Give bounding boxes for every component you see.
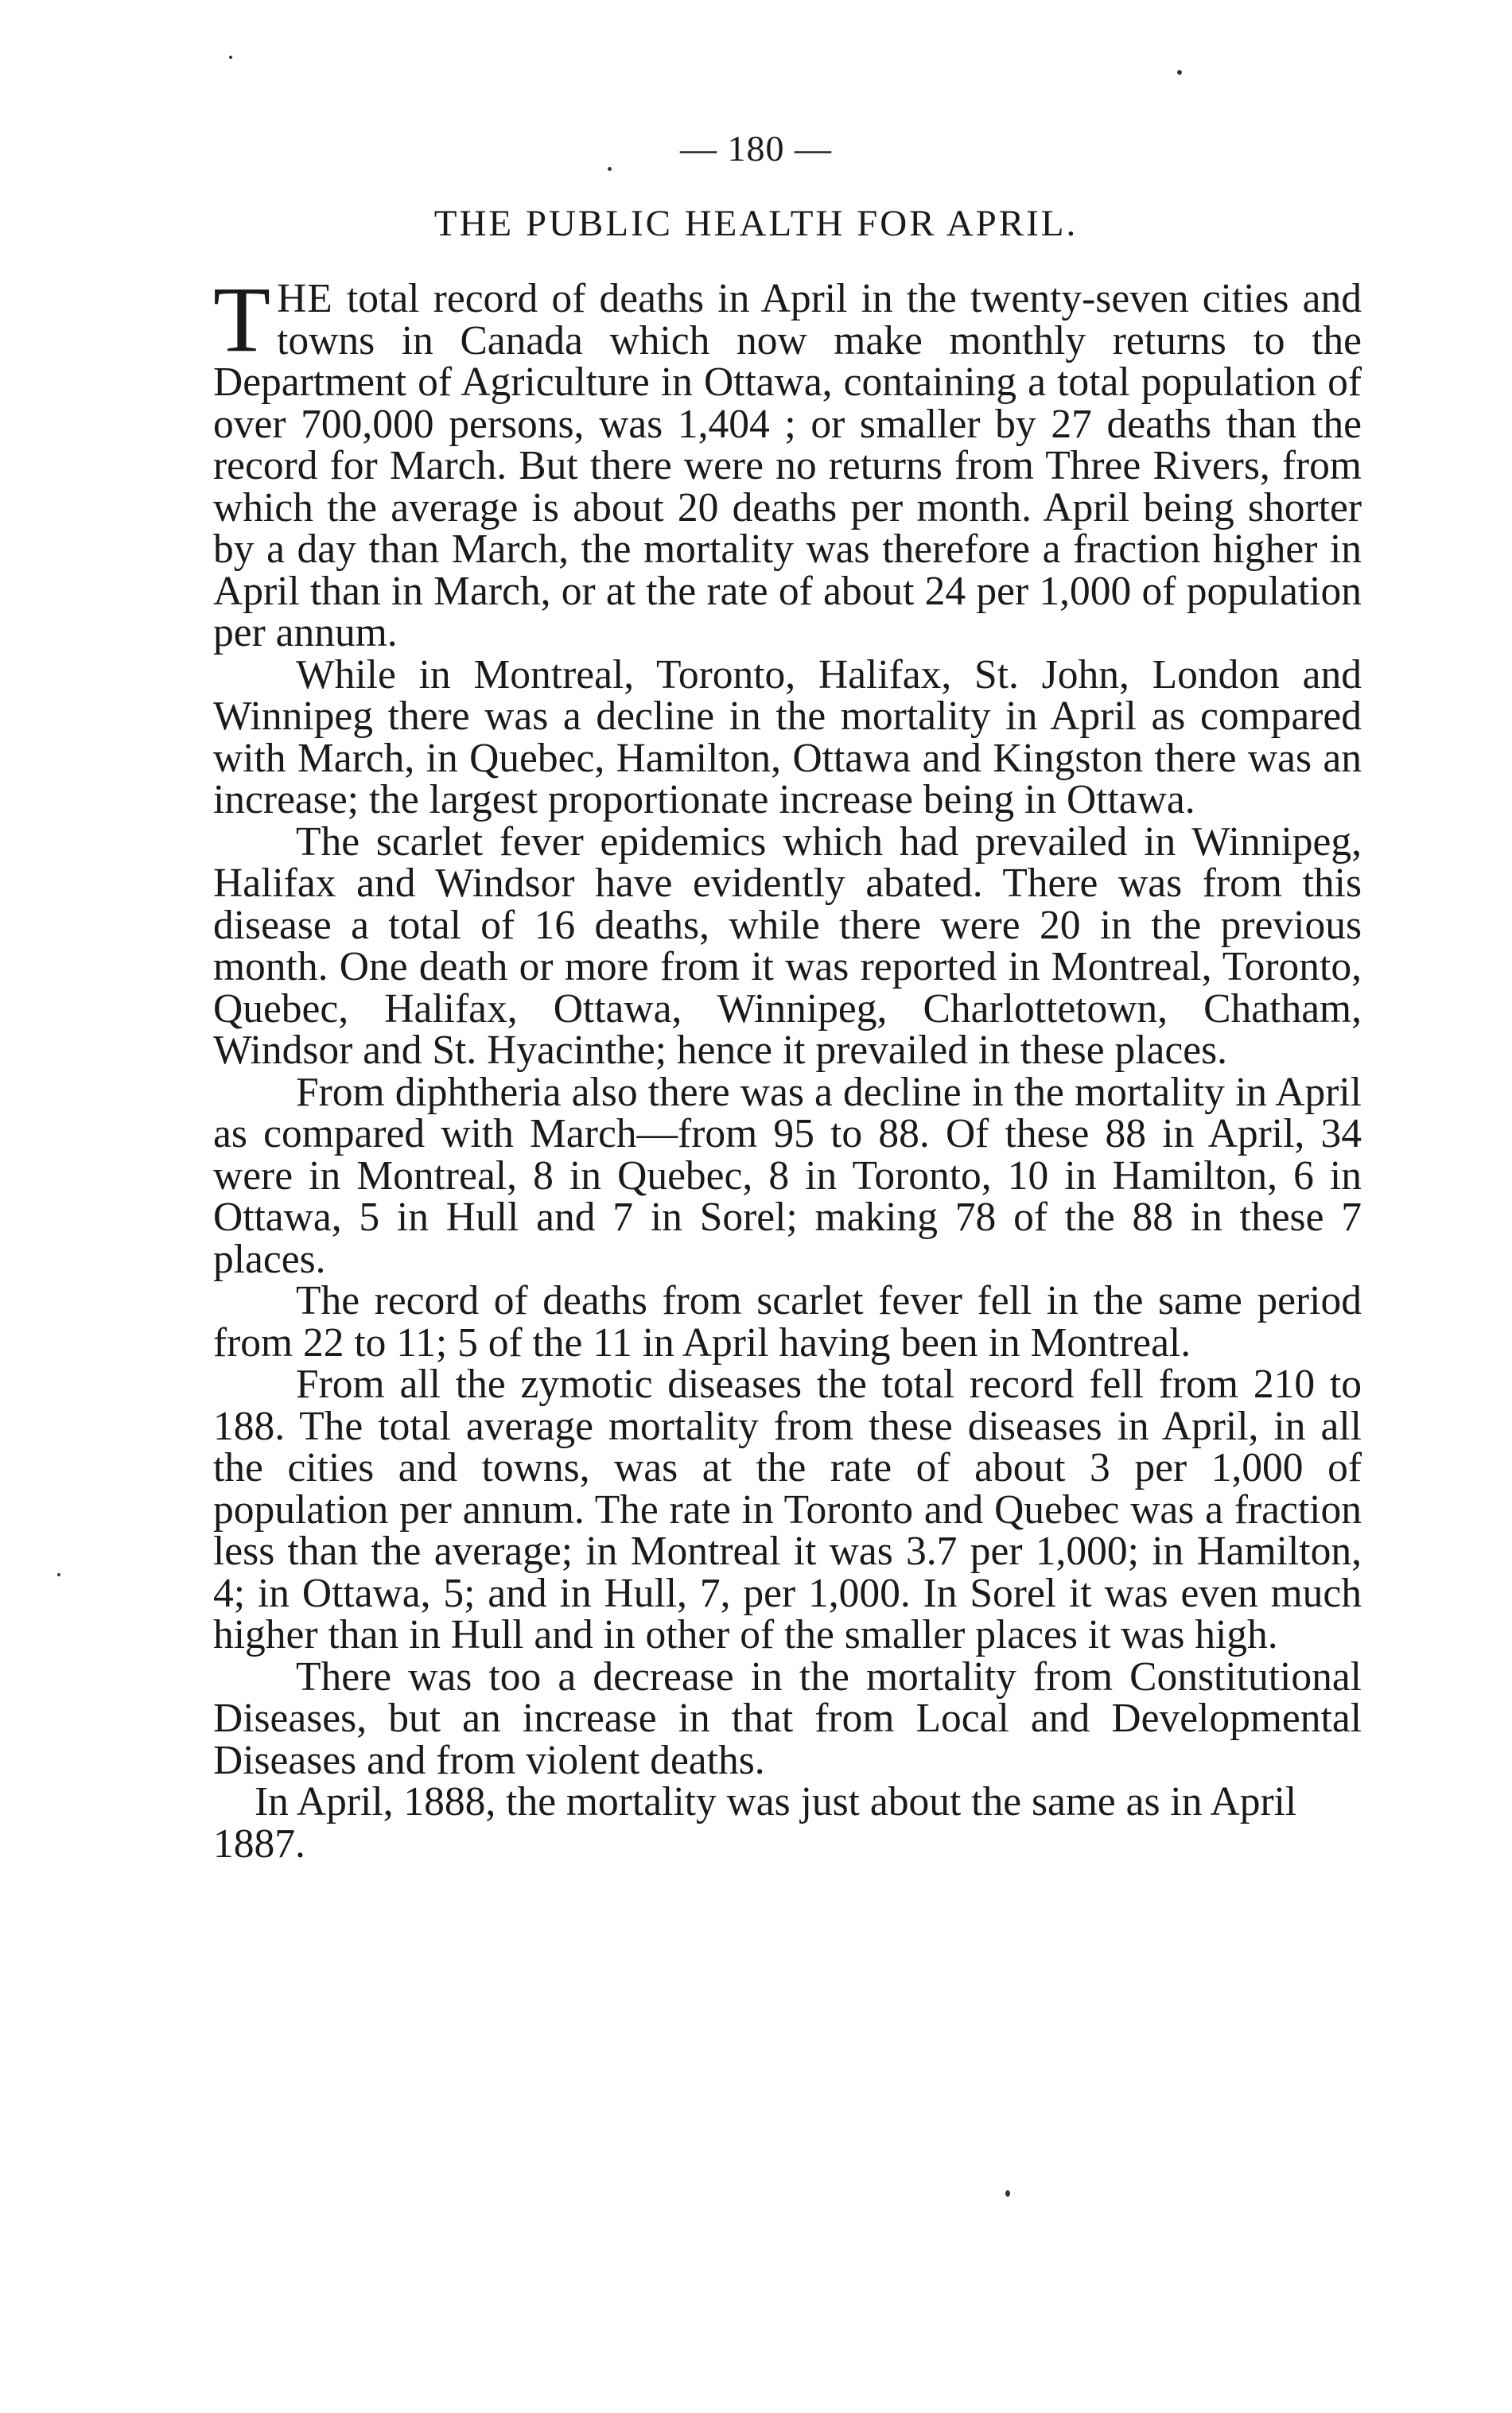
print-speck [57, 1573, 60, 1576]
opening-small-caps: HE [277, 276, 333, 321]
drop-cap: T [213, 267, 271, 371]
paragraph-2: While in Montreal, Toronto, Halifax, St. John, London and Winnipeg there was a decline in the mortality in April as compared with March, in Quebec, Hamilton, Ottawa and Kingston there was an increase; the largest proportionate increase being in Ottawa. [213, 651, 1362, 822]
print-speck [1177, 70, 1182, 75]
paragraph-7: There was too a decrease in the mortality from Constitutional Diseases, but an increase in that from Local and Developmental Diseases and from violent deaths. [213, 1653, 1362, 1783]
paragraph-1 [213, 267, 1362, 655]
paragraph-3: The scarlet fever epidemics which had prevailed in Winnipeg, Halifax and Windsor have evidently abated. There was from this disease a total of 16 deaths, while there were 20 in the previous month. One death or more from it was reported in Montreal, Toronto, Quebec, Halifax, Ottawa, Winnipeg, Charlottetown, Chatham, Windsor and St. Hyacinthe; hence it prevailed in these places. [213, 818, 1362, 1073]
paragraph-1-text: total record of deaths in April in the twenty-seven cities and towns in Canada which now make monthly returns to the Department of Agriculture in Ottawa, containing a total population of over 700,000 persons, was 1,404 ; or smaller by 27 deaths than the record for March. But there were no returns from Three Rivers, from which the average is about 20 deaths per month. April being shorter by a day than March, the mortality was therefore a fraction higher in April than in March, or at the rate of about 24 per 1,000 of population per annum. [213, 276, 1362, 655]
print-speck [229, 56, 232, 59]
article-body [213, 267, 1362, 1867]
article-title: THE PUBLIC HEALTH FOR APRIL. [433, 203, 1079, 244]
paragraph-5: The record of deaths from scarlet fever fell in the same period from 22 to 11; 5 of the 11 in April having been in Montreal. [213, 1278, 1362, 1366]
page-number: — 180 — [680, 128, 832, 169]
paragraph-8: In April, 1888, the mortality was just about the same as in April 1887. [213, 1779, 1297, 1867]
paragraph-4: From diphtheria also there was a decline in the mortality in April as compared with March—from 95 to 88. Of these 88 in April, 34 were in Montreal, 8 in Quebec, 8 in Toronto, 10 in Hamilton, 6 in Ottawa, 5 in Hull and 7 in Sorel; making 78 of the 88 in these 7 places. [213, 1069, 1362, 1282]
print-speck [608, 167, 612, 171]
print-speck [1005, 2190, 1010, 2197]
paragraph-6: From all the zymotic diseases the total record fell from 210 to 188. The total average mortality from these diseases in April, in all the cities and towns, was at the rate of about 3 per 1,000 of population per annum. The rate in Toronto and Quebec was a fraction less than the average; in Montreal it was 3.7 per 1,000; in Hamilton, 4; in Ottawa, 5; and in Hull, 7, per 1,000. In Sorel it was even much higher than in Hull and in other of the smaller places it was high. [213, 1362, 1362, 1657]
